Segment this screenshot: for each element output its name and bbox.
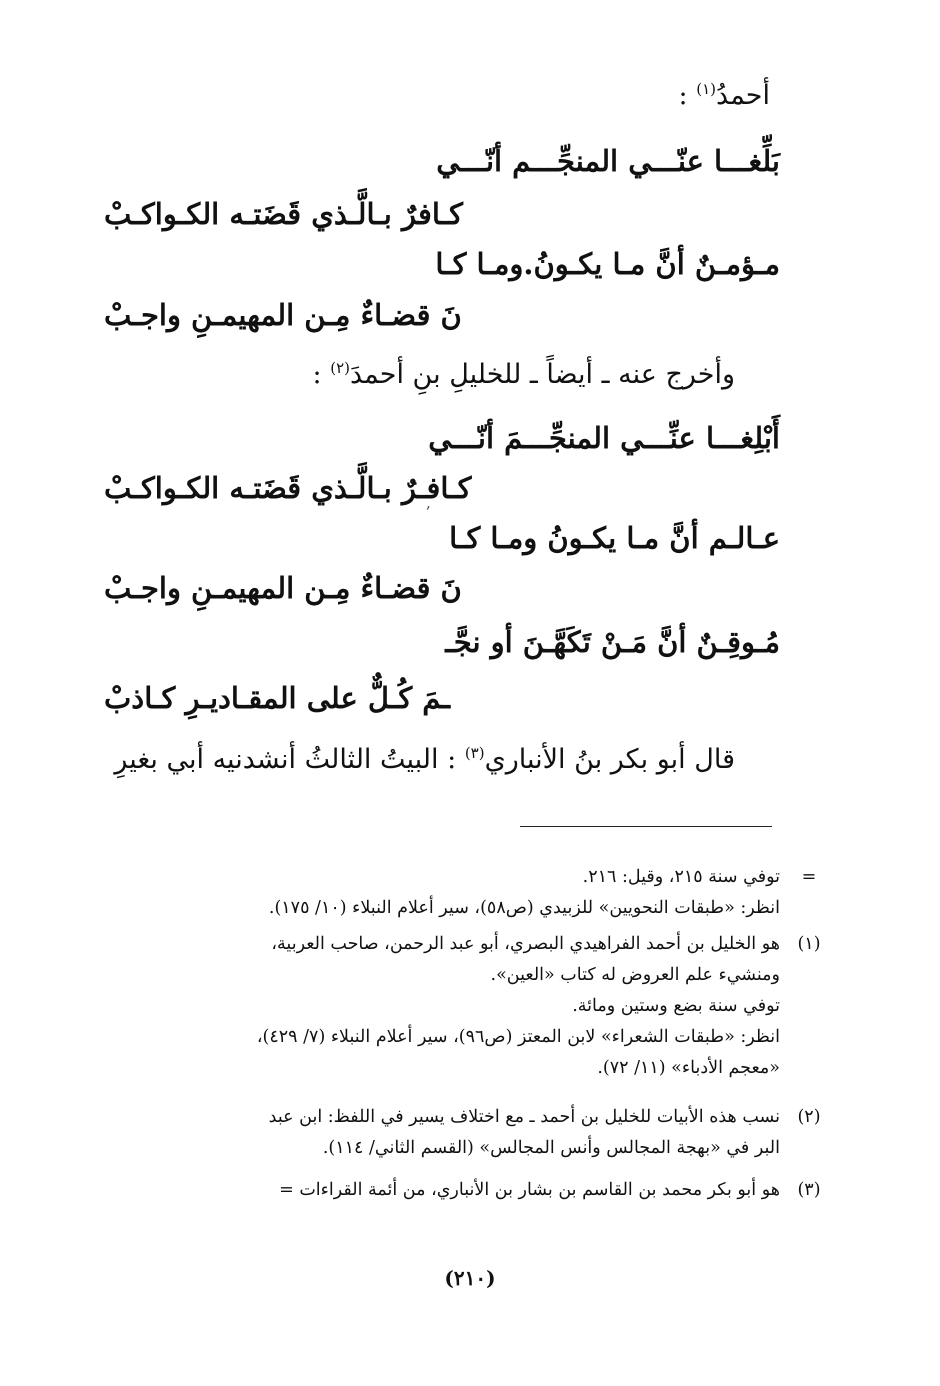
page-number: (٢١٠) xyxy=(444,1266,496,1290)
footnote-line: هو أبو بكر محمد بن القاسم بن بشار بن الأنباري، من أئمة القراءات = xyxy=(279,1180,780,1200)
footnote-divider xyxy=(520,826,772,827)
verse-5-first-hemistich: مُـوقِـنٌ أنَّ مَـنْ تَكَهَّـنَ أو نجَّـ xyxy=(445,625,780,659)
intro-text: أحمدُ xyxy=(716,80,770,111)
print-speck: ʼ xyxy=(425,503,431,522)
footnote-marker: (٢) xyxy=(797,1107,821,1127)
footnote-marker: (١) xyxy=(797,934,821,954)
footnote-line: هو الخليل بن أحمد الفراهيدي البصري، أبو عبد الرحمن، صاحب العربية، xyxy=(271,934,780,954)
footnote-line: توفي سنة بضع وستين ومائة. xyxy=(572,996,780,1016)
footnote-2 xyxy=(100,1102,821,1164)
intro-line xyxy=(679,78,770,114)
intro-colon: : xyxy=(678,80,688,111)
footnote-ref-2: (٢) xyxy=(330,359,350,377)
verse-3-second-hemistich: كـافـرٌ بـالَّـذي قَضَتـه الكـواكـبْ xyxy=(104,471,472,505)
footnote-continuation xyxy=(100,862,817,924)
footnote-1 xyxy=(100,929,821,1084)
footnote-marker: = xyxy=(801,867,817,887)
verse-5-second-hemistich: ـمَ كُـلٌّ على المقـاديـرِ كـاذبْ xyxy=(104,681,451,715)
footnote-line: توفي سنة ٢١٥، وقيل: ٢١٦. xyxy=(582,867,780,887)
closing-text-a: قال أبو بكر بنُ الأنباري xyxy=(484,744,735,775)
footnote-line: «معجم الأدباء» (١١/ ٧٢). xyxy=(597,1058,780,1078)
closing-text-b: : البيتُ الثالثُ أنشدنيه أبي بغيرِ xyxy=(114,744,457,775)
verse-1-second-hemistich: كـافرٌ بـالَّـذي قَضَتـه الكـواكـبْ xyxy=(104,197,463,231)
verse-2-first-hemistich: مـؤمـنٌ أنَّ مـا يكـونُ.ومـا كـا xyxy=(435,247,780,281)
verse-2-second-hemistich: نَ قضـاءٌ مِـن المهيمـنِ واجـبْ xyxy=(104,298,462,332)
footnote-marker: (٣) xyxy=(797,1180,821,1200)
footnote-3 xyxy=(100,1175,821,1206)
footnote-line: ومنشيء علم العروض له كتاب «العين». xyxy=(490,965,780,985)
verse-1-first-hemistich: بَلِّغـــا عنّـــي المنجِّـــم أنّـــي xyxy=(436,144,780,178)
verse-4-first-hemistich: عـالـم أنَّ مـا يكـونُ ومـا كـا xyxy=(449,521,780,555)
transition-colon: : xyxy=(312,359,322,390)
transition-line xyxy=(313,357,736,393)
footnote-line: البر في «بهجة المجالس وأنس المجالس» (القسم الثاني/ ١١٤). xyxy=(322,1138,780,1158)
verse-3-first-hemistich: أَبْلِغـــا عنِّـــي المنجِّـــمَ أنّـــي xyxy=(428,421,780,455)
footnote-line: انظر: «طبقات الشعراء» لابن المعتز (ص٩٦)، سير أعلام النبلاء (٧/ ٤٢٩)، xyxy=(256,1027,780,1047)
verse-4-second-hemistich: نَ قضـاءٌ مِـن المهيمـنِ واجـبْ xyxy=(104,571,462,605)
footnote-line: نسب هذه الأبيات للخليل بن أحمد ـ مع اختلاف يسير في اللفظ: ابن عبد xyxy=(268,1107,780,1127)
transition-text: وأخرج عنه ـ أيضاً ـ للخليلِ بنِ أحمدَ xyxy=(349,359,735,390)
footnote-line: انظر: «طبقات النحويين» للزبيدي (ص٥٨)، سير أعلام النبلاء (١٠/ ١٧٥). xyxy=(268,898,780,918)
footnote-ref-1: (١) xyxy=(696,80,717,98)
closing-line xyxy=(114,742,735,778)
footnote-ref-3: (٣) xyxy=(464,744,485,762)
